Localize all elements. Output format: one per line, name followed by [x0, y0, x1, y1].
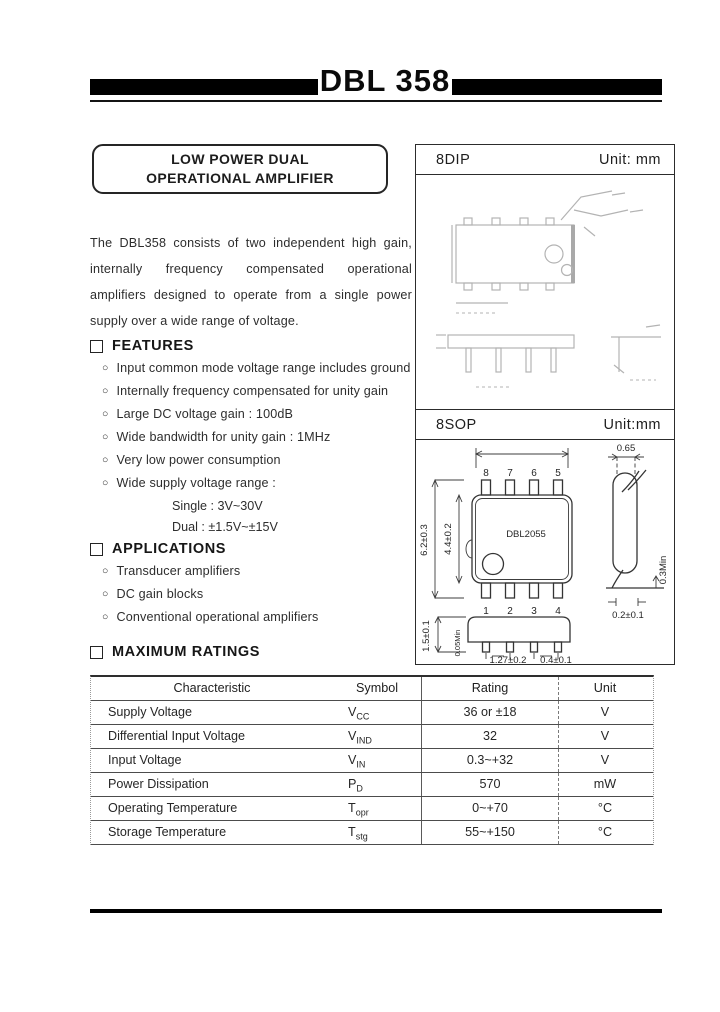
sop-pin-number: 6: [531, 468, 537, 479]
characteristic-cell: Differential Input Voltage: [108, 729, 245, 743]
unit-cell: V: [558, 749, 651, 772]
max-ratings-table: [90, 675, 654, 845]
sop-package-drawing: [416, 440, 673, 664]
sop-pin-number: 4: [555, 606, 561, 617]
characteristic-cell: Input Voltage: [108, 753, 182, 767]
applications-heading: [90, 541, 425, 557]
dim-body-inner: 4.4±0.2: [443, 523, 454, 555]
symbol-cell: [333, 701, 421, 724]
circle-bullet-icon: ○: [102, 408, 109, 420]
dip-label: 8DIP: [436, 151, 471, 168]
sop-chip-label: DBL2055: [506, 529, 546, 540]
rating-cell: 0~+70: [421, 797, 558, 820]
sop-label: 8SOP: [436, 416, 477, 433]
rating-cell: 32: [421, 725, 558, 748]
feature-item-label: Wide supply voltage range :: [116, 476, 276, 490]
sop-unit-label: Unit:mm: [603, 416, 661, 433]
application-item: [102, 564, 425, 579]
table-row: [91, 821, 653, 845]
feature-item: [102, 407, 425, 422]
feature-item: [102, 453, 425, 468]
sop-panel-header: [416, 409, 674, 440]
applications-section: [90, 541, 425, 633]
characteristic-cell: Power Dissipation: [108, 777, 209, 791]
square-bullet-icon: [90, 543, 103, 556]
unit-cell: V: [558, 701, 651, 724]
table-header-row: [91, 677, 653, 701]
characteristic-cell: Operating Temperature: [108, 801, 238, 815]
column-header: Unit: [558, 677, 651, 700]
feature-item-label: Large DC voltage gain : 100dB: [116, 407, 294, 421]
product-title-box: [92, 144, 388, 194]
unit-cell: °C: [558, 797, 651, 820]
dim-pkg-height: 1.5±0.1: [421, 620, 432, 652]
symbol-cell: [333, 773, 421, 796]
unit-cell: °C: [558, 821, 651, 844]
dip-front-view-sketch: [436, 335, 574, 387]
unit-cell: mW: [558, 773, 651, 796]
circle-bullet-icon: ○: [102, 362, 109, 374]
page-title: DBL 358: [319, 63, 451, 98]
table-row: [91, 773, 653, 797]
circle-bullet-icon: ○: [102, 565, 109, 577]
circle-bullet-icon: ○: [102, 431, 109, 443]
sop-pin-number: 3: [531, 606, 537, 617]
symbol-cell: [333, 725, 421, 748]
sop-pin-number: 2: [507, 606, 513, 617]
symbol-base: V: [348, 705, 357, 719]
circle-bullet-icon: ○: [102, 454, 109, 466]
rating-cell: 36 or ±18: [421, 701, 558, 724]
symbol-subscript: IN: [356, 759, 366, 770]
dip-panel-header: [416, 145, 674, 175]
features-section: [90, 338, 425, 541]
feature-item-label: Very low power consumption: [116, 453, 281, 467]
title-bar-right: [452, 79, 662, 95]
title-bar-left: [90, 79, 318, 95]
dip-package-sketch: [416, 175, 673, 409]
symbol-subscript: stg: [355, 831, 368, 842]
feature-item: [102, 430, 425, 445]
application-item-label: Conventional operational amplifiers: [116, 610, 319, 624]
applications-heading-label: APPLICATIONS: [112, 541, 227, 557]
dim-lead-width: 0.4±0.1: [540, 655, 572, 664]
dip-drawing-area: [416, 175, 674, 409]
feature-item-label: Input common mode voltage range includes ground: [116, 361, 411, 375]
square-bullet-icon: [90, 340, 103, 353]
title-underline: [90, 100, 662, 102]
symbol-base: T: [348, 801, 356, 815]
application-item: [102, 610, 425, 625]
dim-lead-standoff: 0.3Min: [658, 555, 669, 585]
symbol-base: V: [348, 753, 357, 767]
application-item-label: Transducer amplifiers: [116, 564, 241, 578]
package-drawings-panel: [415, 144, 675, 665]
sop-top-view: [419, 448, 572, 617]
dim-lead-pitch: 1.27±0.2: [489, 655, 527, 664]
table-row: [91, 701, 653, 725]
feature-item-label: Internally frequency compensated for unity gain: [116, 384, 389, 398]
symbol-cell: [333, 821, 421, 844]
symbol-base: V: [348, 729, 357, 743]
features-heading-label: FEATURES: [112, 338, 194, 354]
product-title-line1: LOW POWER DUAL: [171, 151, 309, 167]
rating-cell: 55~+150: [421, 821, 558, 844]
feature-sub-item: Single : 3V~30V: [172, 499, 263, 513]
max-ratings-section-heading: [90, 644, 425, 667]
feature-sub-item: Dual : ±1.5V~±15V: [172, 520, 278, 534]
feature-item: [102, 476, 425, 491]
characteristic-cell: Supply Voltage: [108, 705, 193, 719]
square-bullet-icon: [90, 646, 103, 659]
circle-bullet-icon: ○: [102, 385, 109, 397]
sop-pin-number: 7: [507, 468, 513, 479]
description-paragraph: The DBL358 consists of two independent high gain, internally frequency compensated operational amplifiers designed to operate from a single power supply over a wide range of voltage.: [90, 235, 412, 328]
application-item-label: DC gain blocks: [116, 587, 204, 601]
feature-item: [102, 384, 425, 399]
footer-rule: [90, 909, 662, 913]
symbol-subscript: opr: [355, 807, 369, 818]
symbol-cell: [333, 797, 421, 820]
symbol-base: T: [348, 825, 356, 839]
dip-top-view-sketch: [452, 191, 643, 313]
circle-bullet-icon: ○: [102, 611, 109, 623]
symbol-subscript: CC: [356, 711, 370, 722]
sop-front-view: [421, 617, 572, 664]
table-row: [91, 797, 653, 821]
sop-drawing-area: [416, 440, 674, 664]
product-title-line2: OPERATIONAL AMPLIFIER: [146, 170, 334, 186]
column-header: Symbol: [356, 681, 398, 695]
circle-bullet-icon: ○: [102, 588, 109, 600]
dip-side-view-sketch: [611, 325, 661, 380]
dim-seating-min: 0.05Min: [453, 629, 462, 657]
column-header: Rating: [421, 677, 558, 700]
column-header: Characteristic: [173, 681, 251, 695]
feature-item-label: Wide bandwidth for unity gain : 1MHz: [116, 430, 331, 444]
circle-bullet-icon: ○: [102, 477, 109, 489]
rating-cell: 570: [421, 773, 558, 796]
symbol-base: P: [348, 777, 357, 791]
dim-body-width: 6.2±0.3: [419, 524, 430, 556]
symbol-subscript: D: [356, 783, 363, 794]
sop-side-view: [606, 443, 669, 621]
dip-unit-label: Unit: mm: [599, 151, 661, 168]
unit-cell: V: [558, 725, 651, 748]
sop-pin-number: 8: [483, 468, 489, 479]
sop-pin-number: 5: [555, 468, 561, 479]
characteristic-cell: Storage Temperature: [108, 825, 227, 839]
feature-item: [102, 361, 425, 376]
symbol-subscript: IND: [356, 735, 372, 746]
symbol-cell: [333, 749, 421, 772]
application-item: [102, 587, 425, 602]
dim-lead-pitch-side: 0.65: [616, 443, 636, 454]
max-ratings-heading-label: MAXIMUM RATINGS: [112, 644, 261, 660]
sop-pin-number: 1: [483, 606, 489, 617]
pin1-marker-icon: [483, 554, 504, 575]
dim-lead-thickness: 0.2±0.1: [612, 610, 644, 621]
rating-cell: 0.3~+32: [421, 749, 558, 772]
table-row: [91, 749, 653, 773]
features-heading: [90, 338, 425, 354]
table-row: [91, 725, 653, 749]
